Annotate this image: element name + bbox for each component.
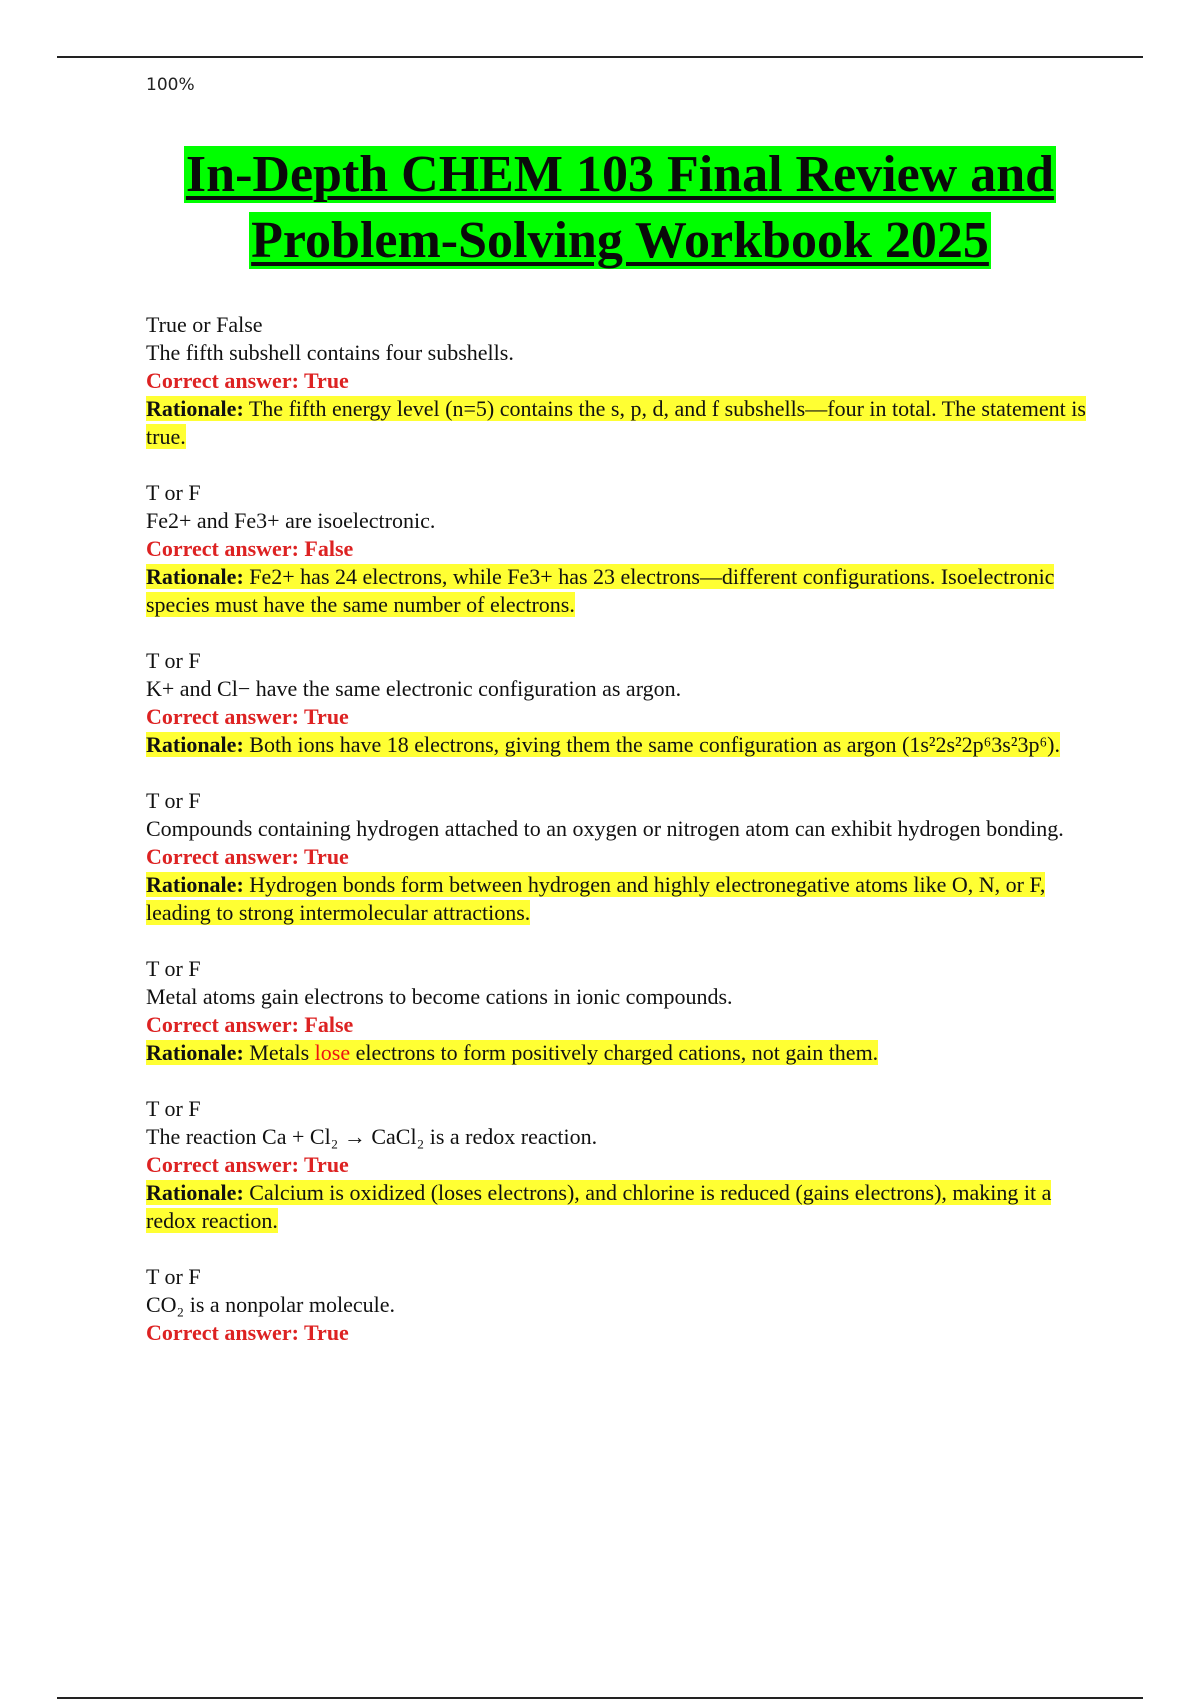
question-item xyxy=(146,787,1096,927)
correct-answer: Correct answer: True xyxy=(146,704,349,729)
correct-answer: Correct answer: True xyxy=(146,368,349,393)
top-divider xyxy=(57,56,1143,58)
title-line-2: Problem-Solving Workbook 2025 xyxy=(251,212,989,269)
correct-answer: Correct answer: False xyxy=(146,1012,354,1037)
rationale-label: Rationale: xyxy=(146,872,244,897)
question-statement: Fe2+ and Fe3+ are isoelectronic. xyxy=(146,508,436,533)
question-item xyxy=(146,955,1096,1067)
document-title xyxy=(100,142,1140,274)
question-type: T or F xyxy=(146,648,201,673)
question-type: T or F xyxy=(146,480,201,505)
rationale-text: Both ions have 18 electrons, giving them the same configuration as argon (1s²2s²2p⁶3s²3p⁶). xyxy=(243,732,1060,757)
question-type: T or F xyxy=(146,956,201,981)
correct-answer: Correct answer: True xyxy=(146,1152,349,1177)
correct-answer: Correct answer: True xyxy=(146,1320,349,1345)
question-statement: CO₂ is a nonpolar molecule. xyxy=(146,1292,396,1317)
rationale-text: Fe2+ has 24 electrons, while Fe3+ has 23 electrons—different configurations. Isoelectronic species must have the same number of electrons. xyxy=(146,564,1055,617)
rationale-label: Rationale: xyxy=(146,1180,244,1205)
question-list xyxy=(146,311,1096,1375)
question-statement: Compounds containing hydrogen attached to an oxygen or nitrogen atom can exhibit hydrogen bonding. xyxy=(146,816,1064,841)
question-type: T or F xyxy=(146,788,201,813)
rationale-emphasis: lose xyxy=(314,1040,351,1065)
question-type: True or False xyxy=(146,312,263,337)
question-item xyxy=(146,479,1096,619)
title-line-1: In-Depth CHEM 103 Final Review and xyxy=(185,146,1055,203)
correct-answer: Correct answer: True xyxy=(146,844,349,869)
question-statement: K+ and Cl− have the same electronic configuration as argon. xyxy=(146,676,682,701)
question-statement: The reaction Ca + Cl₂ → CaCl₂ is a redox reaction. xyxy=(146,1124,598,1149)
question-item xyxy=(146,311,1096,451)
rationale-text-post: electrons to form positively charged cations, not gain them. xyxy=(350,1040,879,1065)
rationale-label: Rationale: xyxy=(146,1040,244,1065)
correct-answer: Correct answer: False xyxy=(146,536,354,561)
question-item xyxy=(146,1095,1096,1235)
rationale xyxy=(146,1039,1096,1067)
bottom-divider xyxy=(57,1697,1143,1699)
question-type: T or F xyxy=(146,1096,201,1121)
rationale xyxy=(146,563,1096,619)
question-item xyxy=(146,647,1096,759)
rationale-text: Hydrogen bonds form between hydrogen and highly electronegative atoms like O, N, or F, leading to strong intermolecular attractions. xyxy=(146,872,1046,925)
rationale xyxy=(146,871,1096,927)
rationale-label: Rationale: xyxy=(146,732,244,757)
rationale-label: Rationale: xyxy=(146,564,244,589)
rationale-text-pre: Metals xyxy=(243,1040,315,1065)
rationale-text: Calcium is oxidized (loses electrons), and chlorine is reduced (gains electrons), making it a redox reaction. xyxy=(146,1180,1052,1233)
zoom-level: 100% xyxy=(146,75,195,95)
rationale xyxy=(146,395,1096,451)
rationale-text: The fifth energy level (n=5) contains the s, p, d, and f subshells—four in total. The statement is true. xyxy=(146,396,1086,449)
question-statement: Metal atoms gain electrons to become cations in ionic compounds. xyxy=(146,984,733,1009)
rationale xyxy=(146,731,1096,759)
question-item xyxy=(146,1263,1096,1347)
rationale-label: Rationale: xyxy=(146,396,244,421)
question-type: T or F xyxy=(146,1264,201,1289)
rationale xyxy=(146,1179,1096,1235)
question-statement: The fifth subshell contains four subshells. xyxy=(146,340,514,365)
